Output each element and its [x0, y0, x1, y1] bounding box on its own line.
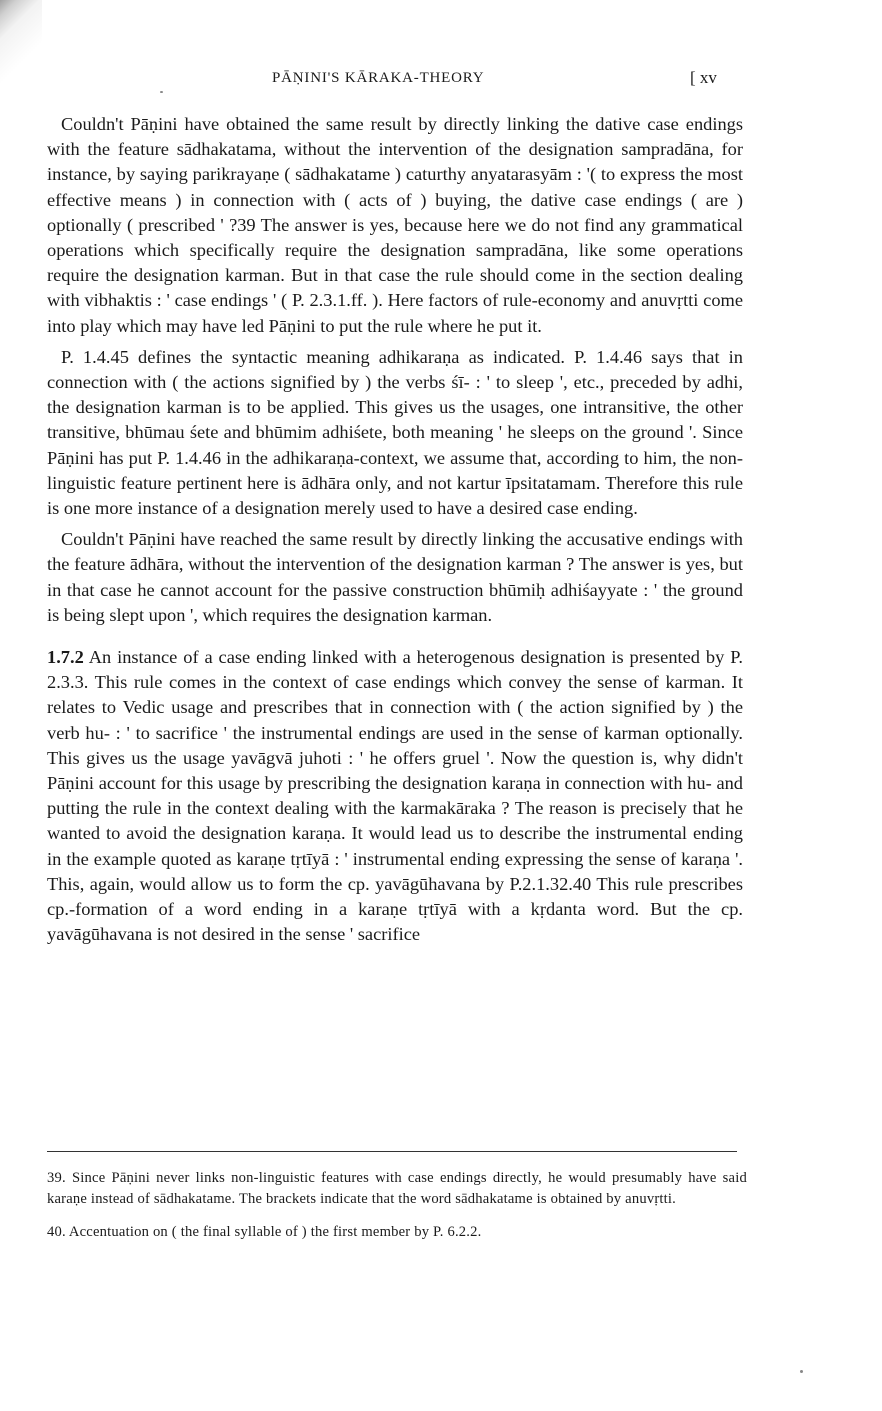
footnote: [47, 1168, 747, 1210]
footnote-number: 39.: [47, 1170, 66, 1186]
scan-speck: [160, 91, 163, 93]
footnote-text: Accentuation on ( the final syllable of ) the first member by P. 6.2.2.: [68, 1224, 482, 1240]
body-text: [47, 112, 743, 948]
paragraph: P. 1.4.45 defines the syntactic meaning adhikaraṇa as indicated. P. 1.4.46 says that in connection with ( the actions signified by ) the verbs śī- : ' to sleep ', etc., preceded by adhi, the designation karman is to be applied. This gives us the usages, one intransitive, the other transitive, bhūmau śete and bhūmim adhiśete, both meaning ' he sleeps on the ground '. Since Pāṇini has put P. 1.4.46 in the adhikaraṇa-context, we assume that, according to him, the non-linguistic feature pertinent here is ādhāra only, and not kartur īpsitatamam. Therefore this rule is one more instance of a designation merely used to have a desired case ending.: [47, 346, 743, 519]
footnotes: [47, 1168, 747, 1243]
page-header: [0, 70, 882, 94]
section-text: An instance of a case ending linked with a heterogenous designation is presented by P. 2.3.3. This rule comes in the context of case endings which convey the sense of karman. It relates to Vedic usage and prescribes that in connection with ( the action signified by ) the verb hu- : ' to sacrifice ' the instrumental endings are used in the sense of karman optionally. This gives us the usage yavāgvā juhoti : ' he offers gruel '. Now the question is, why didn't Pāṇini account for this usage by prescribing the designation karaṇa in connection with hu- and putting the rule in the context dealing with the karmakāraka ? The reason is precisely that he wanted to avoid the designation karaṇa. It would lead us to describe the instrumental ending in the example quoted as karaṇe tṛtīyā : ' instrumental ending expressing the sense of karaṇa '. This, again, would allow us to form the cp. yavāgūhavana by P.2.1.32.40 This rule prescribes cp.-formation of a word ending in a karaṇe tṛtīyā with a kṛdanta word. But the cp. yavāgūhavana is not desired in the sense ' sacrifice: [47, 647, 743, 945]
section-number: 1.7.2: [47, 647, 84, 668]
footnote-divider: [47, 1151, 737, 1152]
scan-shadow: [0, 0, 42, 240]
footnote: [47, 1222, 747, 1243]
footnote-number: 40.: [47, 1224, 66, 1240]
paragraph: Couldn't Pāṇini have reached the same result by directly linking the accusative endings with the feature ādhāra, without the intervention of the designation karman ? The answer is yes, but in that case he cannot account for the passive construction bhūmiḥ adhiśayyate : ' the ground is being slept upon ', which requires the designation karman.: [47, 529, 743, 625]
page-number: [ xv: [690, 68, 717, 87]
running-title: PĀṆINI'S KĀRAKA-THEORY: [272, 70, 485, 86]
paragraph: Couldn't Pāṇini have obtained the same result by directly linking the dative case endings with the feature sādhakatama, without the intervention of the designation sampradāna, for instance, by saying parikrayaṇe ( sādhakatame ) caturthy anyatarasyām : '( to express the most effective means ) in connection with ( acts of ) buying, the dative case endings ( are ) optionally ( prescribed ' ?39 The answer is yes, because here we do not find any grammatical operations which specifically require the designation sampradāna, like some operations require the designation karman. But in that case the rule should come in the section dealing with vibhaktis : ' case endings ' ( P. 2.3.1.ff. ). Here factors of rule-economy and anuvṛtti come into play which may have led Pāṇini to put the rule where he put it.: [47, 114, 743, 336]
footnote-text: Since Pāṇini never links non-linguistic features with case endings directly, he would presumably have said karaṇe instead of sādhakatame. The brackets indicate that the word sādhakatame is obtained by anuvṛtti.: [47, 1170, 747, 1207]
section-paragraph: [47, 645, 743, 947]
scan-speck: [800, 1370, 803, 1373]
